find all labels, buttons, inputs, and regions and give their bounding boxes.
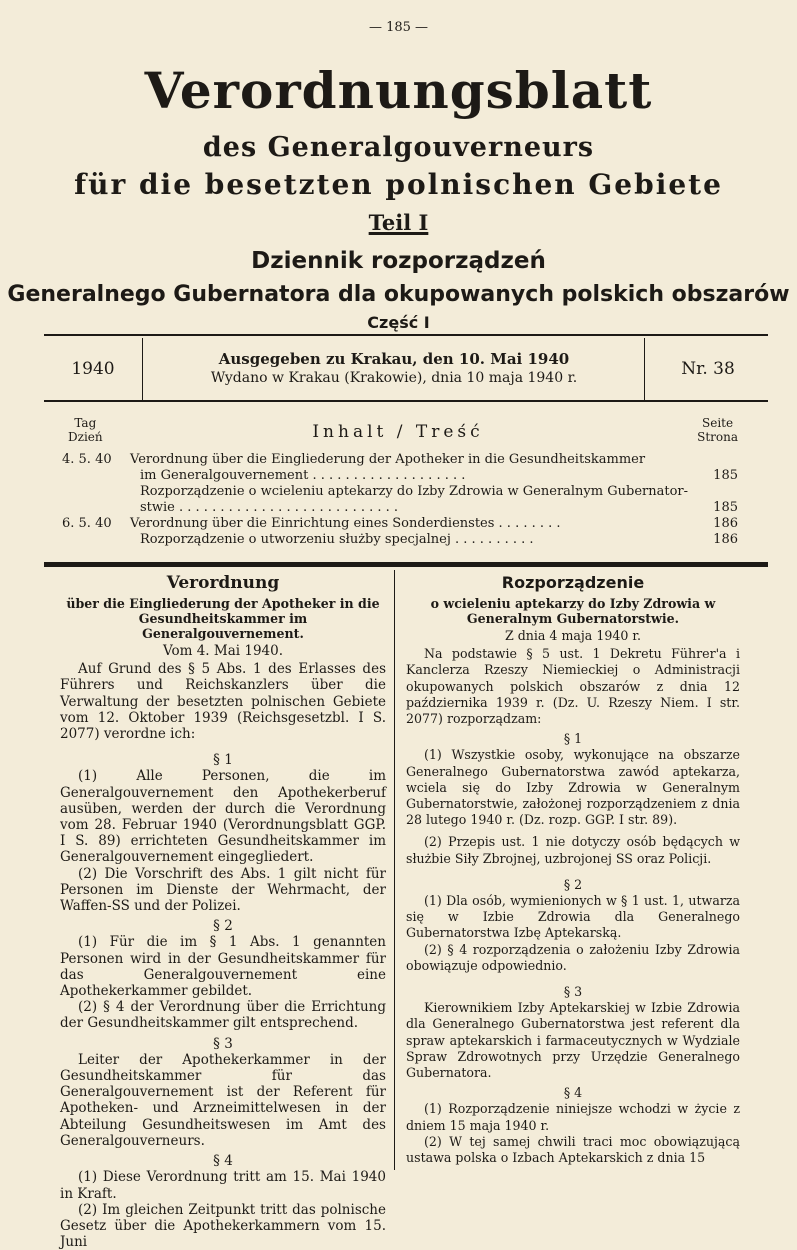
paragraph: (2) Die Vorschrift des Abs. 1 gilt nicht für Personen im Dienste der Wehrmacht, der Waffen-SS und der Polizei. — [60, 865, 386, 915]
toc-row[interactable] — [58, 484, 738, 500]
german-subtitle: über die Eingliederung der Apotheker in die Gesundheitskammer im Generalgouvernement. — [66, 596, 380, 641]
toc-entry: Rozporządzenie o wcieleniu aptekarzy do Izby Zdrowia w Generalnym Gubernator- — [140, 484, 689, 499]
issue-dates — [144, 338, 645, 400]
toc-heading: Inhalt / Treść — [312, 422, 484, 442]
german-date: Vom 4. Mai 1940. — [162, 643, 284, 659]
paragraph: Kierownikiem Izby Aptekarskiej w Izbie Zdrowia dla Generalnego Gubernatorstwa jest referent dla spraw aptekarskich i farmaceutycznych w Wydziale Spraw Zdrowotnych przy Urzędzie Generalnego Gubernatora. — [406, 1000, 740, 1081]
section-heading: § 3 — [213, 1035, 233, 1052]
toc-page: 185 — [713, 468, 738, 483]
toc-entry: Verordnung über die Einrichtung eines Sonderdienstes . . . . . . . . — [130, 516, 561, 531]
column-divider — [394, 570, 395, 1170]
toc-entry: Verordnung über die Eingliederung der Apotheker in die Gesundheitskammer — [130, 452, 646, 467]
toc-page-label — [697, 416, 738, 444]
section-heading: § 1 — [563, 731, 583, 747]
paragraph: (2) Przepis ust. 1 nie dotyczy osób będących w służbie Siły Zbrojnej, uzbrojonej SS oraz Policji. — [406, 834, 740, 866]
rule-section — [44, 562, 768, 567]
polish-subtitle: o wcieleniu aptekarzy do Izby Zdrowia w Generalnym Gubernatorstwie. — [430, 596, 716, 626]
toc-entry: stwie . . . . . . . . . . . . . . . . . . . . . . . . . . . — [140, 500, 399, 515]
issue-year: 1940 — [44, 338, 143, 400]
issue-header — [44, 338, 768, 402]
section-heading: § 4 — [213, 1153, 233, 1170]
paragraph: (1) Für die im § 1 Abs. 1 genannten Personen wird in der Gesundheitskammer für das Generalgouvernement eine Apothekerkammer gebildet. — [60, 934, 386, 1000]
toc-dzien-label: Dzień — [68, 430, 103, 444]
section-heading: § 2 — [563, 876, 583, 892]
masthead-polish-subtitle: Generalnego Gubernatora dla okupowanych polskich obszarów — [7, 282, 790, 307]
paragraph: (2) § 4 der Verordnung über die Errichtung der Gesundheitskammer gilt entsprechend. — [60, 999, 386, 1032]
toc-page: 186 — [713, 532, 738, 547]
masthead-teil: Teil I — [368, 210, 429, 235]
masthead-subtitle-2: für die besetzten polnischen Gebiete — [74, 168, 723, 201]
paragraph: (2) W tej samej chwili traci moc obowiązującą ustawa polska o Izbach Aptekarskich z dnia 15 — [406, 1133, 740, 1166]
paragraph: (1) Diese Verordnung tritt am 15. Mai 1940 in Kraft. — [60, 1169, 386, 1202]
section-heading: § 4 — [563, 1085, 583, 1101]
page-number: — 185 — — [368, 20, 429, 35]
section-heading: § 2 — [213, 918, 233, 935]
toc-header — [58, 412, 738, 452]
section-heading: § 3 — [563, 984, 583, 1000]
paragraph: (1) Rozporządzenie niniejsze wchodzi w życie z dniem 15 maja 1940 r. — [406, 1101, 740, 1133]
paragraph: (1) Wszystkie osoby, wykonujące na obszarze Generalnego Gubernatorstwa zawód aptekarza, wciela się do Izby Zdrowia w Generalnym Gubernatorstwie, założonej rozporządzeniem z dnia 28 lutego 1940 r. (Dz. rozp. GGP. I str. 89). — [406, 747, 740, 828]
toc-row[interactable] — [58, 452, 738, 468]
toc-row[interactable] — [58, 500, 738, 516]
toc-entry: im Generalgouvernement . . . . . . . . . . . . . . . . . . . — [140, 468, 466, 483]
toc-strona-label: Strona — [697, 430, 738, 444]
toc-row[interactable] — [58, 516, 738, 532]
polish-date: Z dnia 4 maja 1940 r. — [504, 628, 642, 643]
polish-title: Rozporządzenie — [501, 573, 645, 592]
toc-page: 185 — [713, 500, 738, 515]
issue-date-german: Ausgegeben zu Krakau, den 10. Mai 1940 — [218, 350, 570, 368]
paragraph: (2) Im gleichen Zeitpunkt tritt das polnische Gesetz über die Apothekerkammern vom 15. Juni — [60, 1201, 386, 1250]
german-intro: Auf Grund des § 5 Abs. 1 des Erlasses des Führers und Reichskanzlers über die Verwaltung der besetzten polnischen Gebiete vom 12. Oktober 1939 (Reichsgesetzbl. I S. 2077) verordne ich: — [60, 661, 386, 743]
rule-top — [44, 334, 768, 336]
paragraph: (1) Alle Personen, die im Generalgouvernement den Apothekerberuf ausüben, werden der durch die Verordnung vom 28. Februar 1940 (Verordnungsblatt GGP. I S. 89) errichteten Gesundheitskammer im Generalgouvernement eingegliedert. — [60, 768, 386, 866]
table-of-contents — [58, 412, 738, 548]
masthead-polish-title: Dziennik rozporządzeń — [251, 248, 546, 274]
toc-page: 186 — [713, 516, 738, 531]
paragraph: Leiter der Apothekerkammer in der Gesundheitskammer für das Generalgouvernement ist der Referent für Apotheken- und Arzneimittelwesen in der Abteilung Gesundheitswesen im Amt des Generalgouverneurs. — [60, 1051, 386, 1149]
polish-column — [406, 572, 740, 1166]
paragraph: (2) § 4 rozporządzenia o założeniu Izby Zdrowia obowiązuje odpowiednio. — [406, 941, 740, 973]
toc-date: 4. 5. 40 — [62, 452, 112, 467]
german-column — [60, 572, 386, 1250]
toc-entry: Rozporządzenie o utworzeniu służby specjalnej . . . . . . . . . . — [140, 532, 534, 547]
paragraph: (1) Dla osób, wymienionych w § 1 ust. 1, utwarza się w Izbie Zdrowia dla Generalnego Gubernatorstwa Izbę Aptekarską. — [406, 893, 740, 941]
toc-seite-label: Seite — [702, 416, 734, 430]
section-heading: § 1 — [213, 752, 233, 769]
toc-tag-label: Tag — [74, 416, 97, 430]
toc-date: 6. 5. 40 — [62, 516, 112, 531]
polish-intro: Na podstawie § 5 ust. 1 Dekretu Führer'a i Kanclerza Rzeszy Niemieckiej o Administracji okupowanych polskich obszarów z dnia 12 października 1939 r. (Dz. U. Rzeszy Niem. I str. 2077) rozporządzam: — [406, 646, 740, 727]
issue-number: Nr. 38 — [681, 359, 735, 379]
toc-row[interactable] — [58, 532, 738, 548]
masthead-title: Verordnungsblatt — [144, 61, 653, 120]
toc-row[interactable] — [58, 468, 738, 484]
german-title: Verordnung — [166, 573, 280, 593]
issue-date-polish: Wydano w Krakau (Krakowie), dnia 10 maja 1940 r. — [210, 370, 578, 386]
masthead-subtitle: des Generalgouverneurs — [202, 132, 595, 163]
masthead-czesc: Część I — [367, 313, 430, 332]
